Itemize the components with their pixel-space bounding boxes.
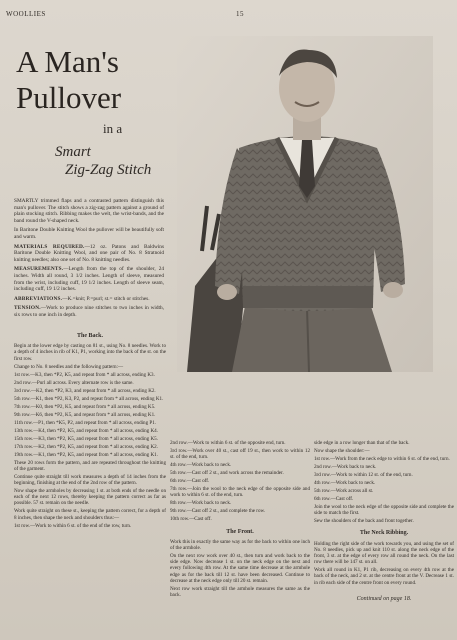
back-paragraph: 1st row.—K3, then *P2, K5, and repeat from * all across, ending K3.: [14, 371, 155, 378]
instruction-paragraph: 3rd row.—Work over 40 st., cast off 19 st., then work to within 12 st. of the end, turn.: [170, 448, 310, 461]
intro-paragraph: [14, 244, 164, 264]
instruction-paragraph: 3rd row.—Work to within 12 st. of the end, turn.: [314, 472, 413, 478]
intro-body: In Baritone Double Knitting Wool the pullover will be beautifully soft and warm.: [14, 227, 164, 240]
back-shoulder-instructions: [170, 440, 310, 523]
title-line-1: A Man's: [16, 44, 119, 79]
back-paragraph: 11th row.—P1, then *K5, P2, and repeat from * all across, ending P1.: [14, 419, 157, 426]
back-paragraph: 13th row.—K4, then *P2, K5, and repeat from * all across, ending K4.: [14, 427, 158, 434]
intro-body: SMARTLY trimmed flaps and a contrasted pattern distinguish this man's pullover. The stitch shows a zig-zag pattern against a ground of plain stocking stitch. Ribbing makes the welt, the wrist-bands, and the band round the V-shaped neck.: [14, 198, 164, 224]
title-line-2: Pullover: [16, 80, 122, 115]
back-paragraph: 15th row.—K3, then *P2, K5, and repeat from * all across, ending K5.: [14, 435, 158, 442]
instruction-paragraph: side edge in a row longer than that of the back.: [314, 440, 410, 446]
column-3: [314, 440, 454, 602]
intro-paragraph: [14, 198, 164, 224]
column-1: [14, 327, 166, 531]
front-paragraph: Next row work straight till the armhole measures the same as the back.: [170, 585, 310, 599]
intro-body: —12 oz. Patons and Baldwins Baritone Double Knitting Wool, and one pair of No. 8 Stratnoid knitting needles; also one set of No. 8 knitting needles.: [14, 243, 165, 263]
model-photo: [177, 36, 433, 372]
magazine-name: WOOLLIES: [6, 10, 46, 18]
back-paragraph: 5th row.—K1, then *P2, K3, P2, and repeat from * all across, ending K1.: [14, 395, 164, 402]
page-header: [6, 10, 457, 22]
back-paragraph: 3rd row.—K2, then *P2, K3, and repeat from * all across, ending K2.: [14, 387, 156, 394]
instruction-paragraph: 2nd row.—Work back to neck.: [314, 464, 377, 470]
subtitle-line-1: Smart: [55, 144, 91, 160]
intro-lead: ABBREVIATIONS.: [14, 295, 63, 302]
instruction-paragraph: 10th row.—Cast off.: [170, 516, 212, 523]
article-subtitle: [55, 143, 175, 179]
instruction-paragraph: 1st row.—Work from the neck edge to within 6 st. of the end, turn.: [314, 456, 450, 462]
front-paragraph: On the next row work over 40 st., then turn and work back to the side edge. Now decrease 1 st. on the neck edge on the next and every following 4th row. At the same time decrease at the armhole edge as for the back till 12 st. have been decreased. Continue to decrease at the neck edge only till 20 st. remain.: [170, 553, 310, 584]
intro-body: —K.=knit; P.=purl; st.= stitch or stitches.: [62, 295, 150, 302]
intro-body: —Length from the top of the shoulder, 24 inches. Width all round, 3 1/2 inches. Length of sleeve, measured from the wrist, including cuff, 19 1/2 inches. Length of sleeve seam, including cuff, 19 1/2 inches.: [14, 266, 164, 293]
neck-paragraph: Work all round in K1, P1 rib, decreasing on every 4th row at the back of the neck, and 2 st. at the centre front at the V. Decrease 1 st. in rib each side of the centre front on every round.: [314, 567, 454, 586]
section-heading-front: The Front.: [226, 528, 254, 535]
instruction-paragraph: 2nd row.—Work to within 6 st. of the opposite end, turn.: [170, 440, 286, 446]
back-paragraph: Change to No. 8 needles and the following pattern:—: [14, 363, 124, 370]
column-2: [170, 440, 310, 600]
back-instructions: [14, 343, 166, 529]
back-paragraph: 2nd row.—Purl all across. Every alternate row is the same.: [14, 379, 134, 386]
intro-paragraph: [14, 227, 164, 240]
front-instructions: [170, 539, 310, 598]
neck-instructions: [314, 541, 454, 586]
instruction-paragraph: 6th row.—Cast off.: [314, 496, 354, 502]
instruction-paragraph: Now shape the shoulder:—: [314, 448, 370, 454]
back-paragraph: 7th row.—K0, then *P2, K5, and repeat from * all across, ending K5.: [14, 403, 156, 410]
front-shoulder-instructions: [314, 440, 454, 524]
intro-body: —Work to produce nine stitches to two inches in width, six rows to one inch in depth.: [14, 305, 164, 318]
instruction-paragraph: 7th row.—Join the wool to the neck edge of the opposite side and work to within 6 st. of the end, turn.: [170, 486, 310, 499]
back-paragraph: Now shape the armholes by decreasing 1 st. at both ends of the needle on each of the next 12 rows, thereby keeping the pattern correct as far as possible. 57 st. remain on the needle.: [14, 488, 166, 507]
back-paragraph: 19th row.—K1, then *P2, K5, and repeat from * all across, ending K1.: [14, 451, 158, 458]
instruction-paragraph: 4th row.—Work back to neck.: [170, 462, 232, 469]
title-connector: in a: [103, 121, 123, 136]
continued-note: Continued on page 18.: [356, 595, 412, 602]
back-paragraph: Begin at the lower edge by casting on 81 st., using No. 8 needles. Work to a depth of 4 inches in rib of K1, P1, working into the back of the st. on the first row.: [14, 343, 166, 362]
back-paragraph: Continue quite straight till work measures a depth of 14 inches from the beginning, finishing at the end of the 2nd row of the pattern.: [14, 473, 166, 487]
section-heading-back: The Back.: [76, 333, 103, 339]
instruction-paragraph: 6th row.—Cast off.: [170, 478, 210, 485]
intro-lead: TENSION.: [14, 305, 41, 312]
back-paragraph: Work quite straight on these st., keeping the pattern correct, for a depth of 8 inches, then shape the neck and shoulders thus:—: [14, 508, 166, 521]
back-paragraph: 17th row.—K2, then *P2, K5, and repeat from * all across, ending K2.: [14, 443, 158, 450]
instruction-paragraph: 9th row.—Cast off 2 st., and complete the row.: [170, 508, 266, 515]
intro-lead: MATERIALS REQUIRED.: [14, 243, 85, 250]
front-paragraph: Work this in exactly the same way as for the back to within one inch of the armhole.: [170, 538, 310, 552]
instruction-paragraph: 8th row.—Work back to neck.: [170, 500, 232, 507]
instruction-paragraph: Sew the shoulders of the back and front together.: [314, 518, 414, 525]
page-number: 15: [236, 10, 244, 18]
instruction-paragraph: 5th row.—Work across all st.: [314, 488, 374, 494]
section-heading-neck: The Neck Ribbing.: [359, 530, 409, 537]
article-title: [16, 44, 171, 116]
intro-text: [14, 198, 164, 322]
back-paragraph: 1st row.—Work to within 6 st. of the end of the row, turn.: [14, 522, 132, 529]
intro-paragraph: [14, 266, 164, 292]
instruction-paragraph: 5th row.—Cast off 2 st., and work across the remainder.: [170, 470, 284, 477]
neck-paragraph: Holding the right side of the work towards you, and using the set of No. 8 needles, pick up and knit 110 st. along the neck edge of the front, 3 st. at the edge of every row all round the neck. On the last row there will be 147 st. on all.: [314, 540, 454, 566]
intro-paragraph: [14, 305, 164, 318]
instruction-paragraph: 4th row.—Work back to neck.: [314, 480, 376, 486]
intro-lead: MEASUREMENTS.: [14, 266, 64, 273]
back-paragraph: 9th row.—K6, then *P2, K5, and repeat from * all across, ending K1.: [14, 411, 156, 418]
intro-paragraph: [14, 296, 164, 303]
pattern-columns: [0, 333, 457, 634]
back-paragraph: These 20 rows form the pattern, and are repeated throughout the knitting of the garment.: [14, 459, 166, 472]
subtitle-line-2: Zig-Zag Stitch: [65, 162, 152, 178]
instruction-paragraph: Join the wool to the neck edge of the opposite side and complete the side to match the first.: [314, 504, 454, 517]
